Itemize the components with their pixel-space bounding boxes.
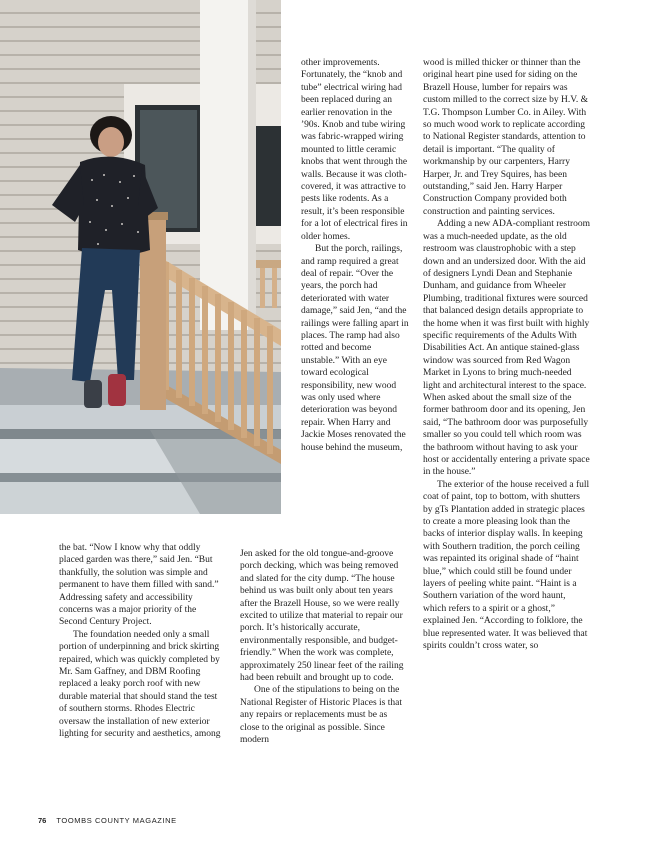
column-2-paragraph-2: But the porch, railings, and ramp required a great deal of repair. “Over the years, the porch had deteriorated with water damage,” said Jen, “and the railings were falling apart in places. The ramp had also rotted and become unstable.” With an eye toward ecological responsibility, new wood was only used where deterioration was beyond repair. When Harry and Jackie Moses renovated the house behind the museum, [301,244,409,453]
column-3-paragraph-2: Adding a new ADA-compliant restroom was a much-needed update, as the old restroom was claustrophobic with a step down and an undersized door. With the aid of designers Lyndi Dean and Stephanie Dunham, and guidance from Wheeler Plumbing, traditional fixtures were sourced that balanced design details appropriate to the home when it was first built with highly specific requirements of the Adults With Disabilities Act. An antique stained-glass window was sourced from Red Wagon Market in Lyons to bring much-needed light and architectural interest to the space. When asked about the small size of the former bathroom door and its opening, Jen said, “The bathroom door was purposefully smaller so you could tell which room was the bathroom without having to ask your host or accidentally entering a private space in the house.” [423,219,591,478]
text-column-1 [59,542,223,741]
text-column-2-bottom [240,548,408,747]
column-2-paragraph-2-continued: Jen asked for the old tongue-and-groove porch decking, which was being removed and slated for the city dump. “The house behind us was built only about ten years after the Brazell House, so we were really excited to utilize that material to repair our porch. It’s historically accurate, environmentally responsible, and budget-friendly.” When the work was complete, approximately 250 linear feet of the railing had been rebuilt and brought up to code. [240,549,404,684]
page-footer [38,816,177,828]
page-number: 76 [38,816,47,825]
magazine-name: TOOMBS COUNTY MAGAZINE [56,816,177,825]
porch-photo [0,0,281,514]
column-3-paragraph-1: wood is milled thicker or thinner than the original heart pine used for siding on the Brazell House, lumber for repairs was custom milled to the correct size by H.V. & T.G. Thompson Lumber Co. in Ailey. With so much wood work to replicate according to National Register standards, attention to detail is important. “The quality of workmanship by our carpenters, Harry Harper, Jr. and Trey Squires, has been outstanding,” said Jen. Harry Harper Construction Company provided both construction and painting services. [423,58,588,217]
column-1-paragraph-1: the bat. “Now I know why that oddly placed garden was there,” said Jen. “But thankfully, the solution was simple and permanent to have them filled with sand.” Addressing safety and accessibility concerns was a major priority of the Second Century Project. [59,543,219,628]
column-2-paragraph-3: One of the stipulations to being on the National Register of Historic Places is that any repairs or replacements must be as close to the original as possible. Since modern [240,685,402,746]
column-1-paragraph-2: The foundation needed only a small portion of underpinning and brick skirting repaired, which was quickly completed by Mr. Sam Gaffney, and DBM Roofing replaced a leaky porch roof with new durable material that should stand the test of southern storms. Rhodes Electric oversaw the installation of new exterior lighting for security and aesthetics, among [59,629,221,740]
text-column-3 [423,57,591,653]
column-3-paragraph-3: The exterior of the house received a full coat of paint, top to bottom, with shutters by gTs Plantation added in strategic places to create a more pleasing look than the backs of interior display walls. In keeping with Southern tradition, the porch ceiling was repainted its original shade of “haint blue,” which could still be found under layers of peeling white paint. “Haint is a Southern variation of the word haunt, which refers to a spirit or a ghost,” explained Jen. “According to folklore, the blue represented water. It was believed that spirits couldn’t cross water, so [423,479,590,652]
column-2-paragraph-1: other improvements. Fortunately, the “knob and tube” electrical wiring had been replaced during an earlier renovation in the ’90s. Knob and tube wiring was fabric-wrapped wiring mounted to little ceramic knobs that went through the walls. Because it was cloth-covered, it was attractive to pests like rodents. As a result, it’s been responsible for a lot of electrical fires in older homes. [301,58,408,242]
text-column-2-top [301,57,411,454]
